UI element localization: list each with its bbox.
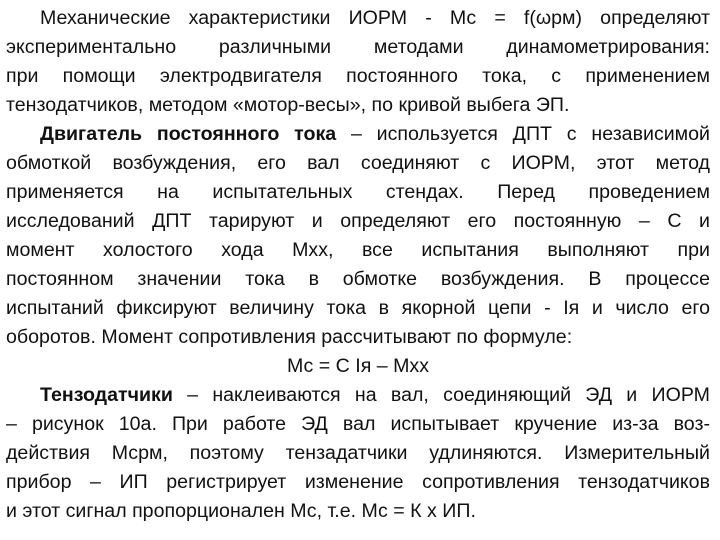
- term-dc-motor: Двигатель постоянного тока: [40, 123, 337, 145]
- paragraph-1-line-4: тензодатчиков, методом «мотор-весы», по кривой выбега ЭП.: [6, 94, 570, 116]
- paragraph-2-line-5: момент холостого хода Мхх, все испытания выполняют при: [6, 239, 710, 261]
- paragraph-2-line-3: применяется на испытательных стендах. Перед проведением: [6, 181, 710, 203]
- paragraph-3-line-1: [6, 381, 710, 410]
- paragraph-2-line-1: [6, 120, 710, 149]
- paragraph-1-line-3: при помощи электродвигателя постоянного тока, с применением: [6, 65, 710, 87]
- paragraph-3-line-1-text: – наклеиваются на вал, соединяющий ЭД и ИОРМ: [172, 384, 710, 406]
- paragraph-3-line-2: – рисунок 10а. При работе ЭД вал испытывает кручение из-за воз-: [6, 413, 710, 435]
- paragraph-2-line-6: постоянном значении тока в обмотке возбуждения. В процессе: [6, 268, 710, 290]
- paragraph-3-line-4: прибор – ИП регистрирует изменение сопротивления тензодатчиков: [6, 471, 710, 493]
- paragraph-3-line-5: и этот сигнал пропорционален Мс, т.е. Мс = К х ИП.: [6, 500, 476, 522]
- paragraph-3-line-3: действия Мсрм, поэтому тензадатчики удлиняются. Измерительный: [6, 442, 710, 464]
- paragraph-2-line-7: испытаний фиксируют величину тока в якорной цепи - Iя и число его: [6, 297, 710, 319]
- term-strain-gauges: Тензодатчики: [40, 384, 173, 406]
- paragraph-1-line-2: экспериментально различными методами динамометрирования:: [6, 36, 710, 58]
- formula: Мс = С Iя – Мхх: [286, 355, 430, 377]
- paragraph-2-line-8: оборотов. Момент сопротивления рассчитывают по формуле:: [6, 326, 573, 348]
- paragraph-2-line-1-text: – используется ДПТ с независимой: [336, 123, 710, 145]
- paragraph-2-line-4: исследований ДПТ тарируют и определяют его постоянную – С и: [6, 210, 710, 232]
- paragraph-2-line-2: обмоткой возбуждения, его вал соединяют с ИОРМ, этот метод: [6, 152, 710, 174]
- paragraph-1-line-1: Механические характеристики ИОРМ - Мс = f(ωрм) определяют: [40, 7, 710, 29]
